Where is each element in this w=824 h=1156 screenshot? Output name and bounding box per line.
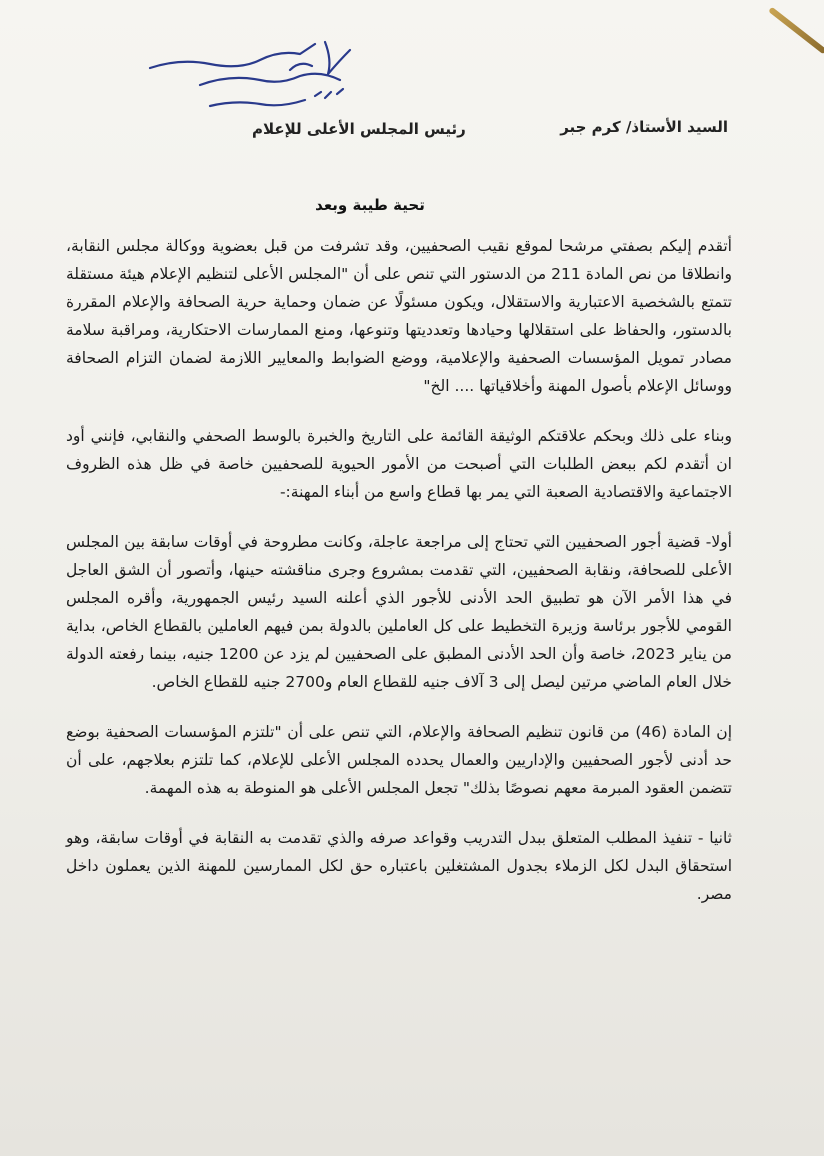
paragraph-4: إن المادة (46) من قانون تنظيم الصحافة والإعلام، التي تنص على أن "تلتزم المؤسسات الصحفية بوضع حد أدنى لأجور الصحفيين والإداريين والعمال يحدده المجلس الأعلى للإعلام، كما تلتزم بعلاجهم، على أن تتضمن العقود المبرمة معهم نصوصًا بذلك" تجعل المجلس الأعلى هو المنوطة به هذه المهمة. (66, 723, 733, 797)
paragraph-1: أتقدم إليكم بصفتي مرشحا لموقع نقيب الصحفيين، وقد تشرفت من قبل بعضوية ووكالة مجلس النقابة، وانطلاقا من نص المادة 211 من الدستور التي تنص على أن "المجلس الأعلى لتنظيم الإعلام هيئة مستقلة تتمتع بالشخصية الاعتبارية والاستقلال، ويكون مسئولًا عن ضمان وحماية حرية الصحافة والإعلام المقررة بالدستور، والحفاظ على استقلالها وحيادها وتعدديتها وتنوعها، ومنع الممارسات الاحتكارية، ومراقبة سلامة مصادر تمويل المؤسسات الصحفية والإعلامية، ووضع الضوابط والمعايير اللازمة لضمان التزام الصحافة ووسائل الإعلام بأصول المهنة وأخلاقياتها .... الخ" (66, 237, 732, 395)
recipient-name: السيد الأستاذ/ كرم جبر (560, 118, 728, 136)
letter-body (66, 232, 732, 924)
paragraph-2: وبناء على ذلك وبحكم علاقتكم الوثيقة القائمة على التاريخ والخبرة بالوسط الصحفي والنقابي، فإنني أود ان أتقدم لكم ببعض الطلبات التي أصبحت من الأمور الحيوية للصحفيين خاصة في ظل هذه الظروف الاجتماعية والاقتصادية الصعبة التي يمر بها قطاع واسع من أبناء المهنة:- (66, 427, 732, 501)
paragraph-5: ثانيا - تنفيذ المطلب المتعلق ببدل التدريب وقواعد صرفه والذي تقدمت به النقابة في أوقات سابقة، وهو استحقاق البدل لكل الزملاء بجدول المشتغلين باعتباره حق لكل الممارسين للمهنة الذين يعملون داخل مصر. (66, 829, 732, 903)
paragraph-3: أولا- قضية أجور الصحفيين التي تحتاج إلى مراجعة عاجلة، وكانت مطروحة في أوقات سابقة بين المجلس الأعلى للصحافة، ونقابة الصحفيين، التي تقدمت بمشروع وجرى مناقشته حينها، وأتصور أن الشق العاجل في هذا الأمر الآن هو تطبيق الحد الأدنى للأجور الذي أعلنه السيد رئيس الجمهورية، وأقره المجلس القومي للأجور برئاسة وزيرة التخطيط على كل العاملين بالدولة بمن فيهم العاملين بالقطاع الخاص، بداية من يناير 2023، خاصة وأن الحد الأدنى المطبق على الصحفيين لم يزد عن 1200 جنيه، بينما رفعته الدولة خلال العام الماضي مرتين ليصل إلى 3 آلاف جنيه للقطاع العام و2700 جنيه للقطاع الخاص. (66, 533, 732, 691)
handwritten-signature (140, 30, 380, 120)
greeting: تحية طيبة وبعد (315, 196, 425, 214)
pen-tip (768, 7, 824, 55)
recipient-title: رئيس المجلس الأعلى للإعلام (252, 120, 466, 138)
